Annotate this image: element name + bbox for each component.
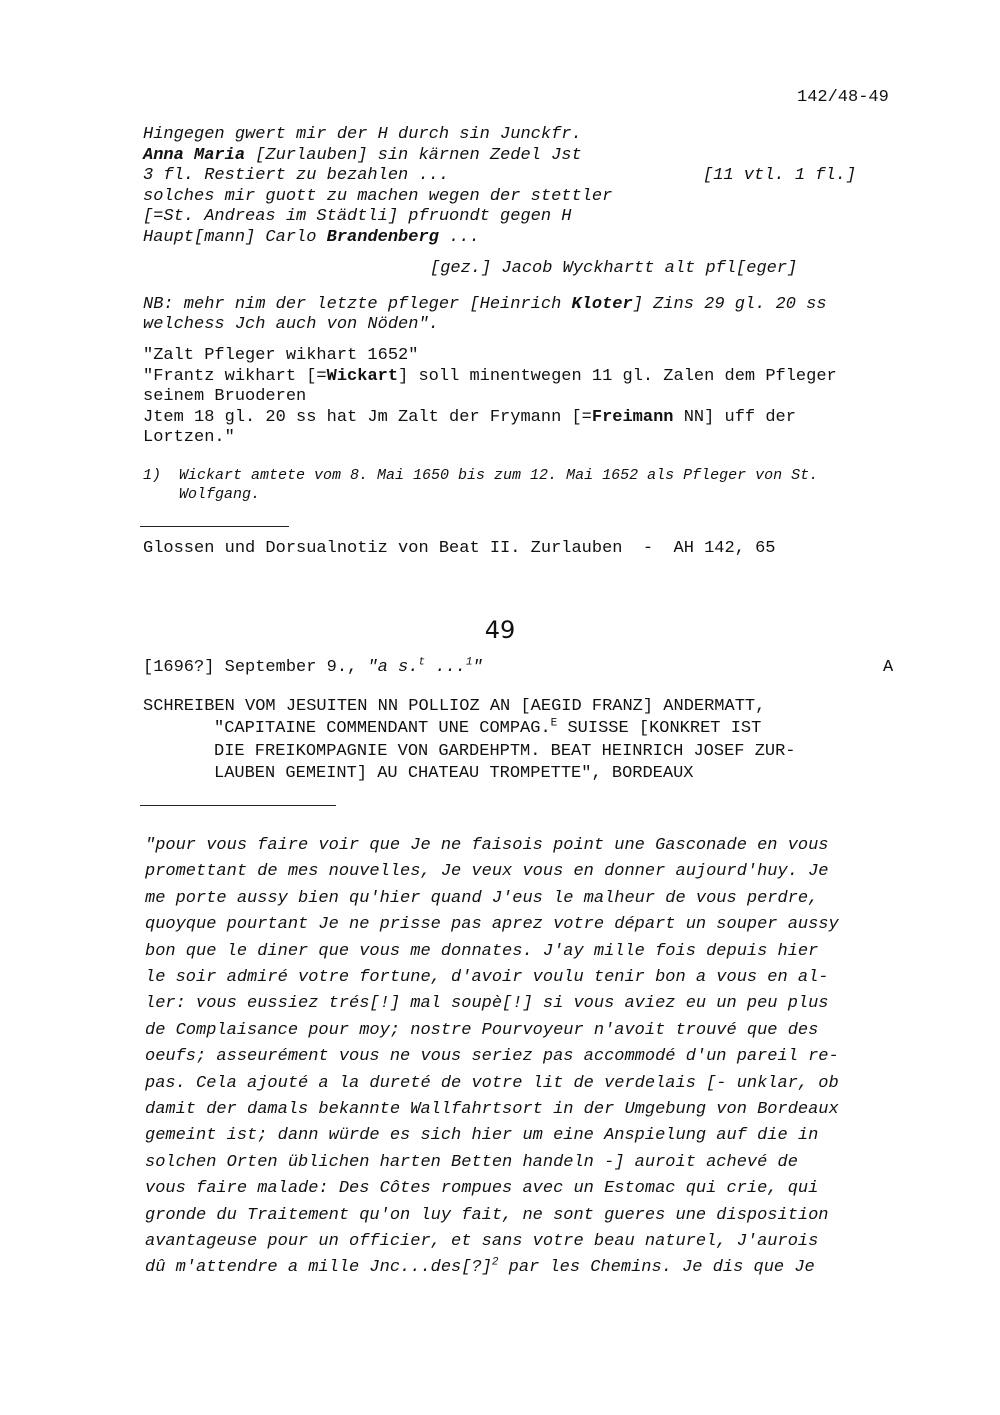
text-fragment: NB: mehr nim der letzte pfleger [Heinrich — [143, 295, 572, 314]
letter-text-line: solchen Orten üblichen harten Betten handeln -] auroit achevé de — [145, 1152, 798, 1172]
text-fragment: ... — [438, 228, 480, 247]
letter-text-line: me porte aussy bien qu'hier quand J'eus le malheur de vous perdre, — [145, 888, 819, 908]
place: "a s. — [367, 658, 419, 677]
footnote-line: Wickart amtete vom 8. Mai 1650 bis zum 12. Mai 1652 als Pfleger von St. — [179, 467, 819, 484]
letter-text-line: promettant de mes nouvelles, Je veux vous en donner aujourd'huy. Je — [145, 862, 829, 882]
nb-line: welchess Jch auch von Nöden". — [143, 315, 439, 334]
text-fragment: par les Chemins. Je dis que Je — [498, 1258, 815, 1278]
letter-text-line: pas. Cela ajouté a la dureté de votre lit de verdelais [- unklar, ob — [145, 1073, 839, 1093]
footnote-ref: 2 — [491, 1256, 499, 1269]
letter-text-line: bon que le diner que vous me donnates. J'ay mille fois depuis hier — [145, 941, 819, 961]
letter-text-line: avantageuse pour un officier, et sans votre beau naturel, J'aurois — [145, 1232, 819, 1251]
text-fragment: Haupt[mann] Carlo — [143, 228, 327, 247]
letter-text-line: quoyque pourtant Je ne prisse pas aprez votre départ un souper aussy — [145, 915, 839, 935]
person-name: Wickart — [326, 367, 399, 386]
entry-number: 49 — [484, 616, 516, 644]
text-fragment: NN] uff der — [673, 408, 796, 427]
text-line: solches mir guott zu machen wegen der stettler — [143, 187, 613, 206]
heading-line — [214, 719, 761, 739]
person-name: Freimann — [591, 408, 674, 427]
divider — [140, 526, 289, 527]
letter-text-line — [145, 1255, 815, 1281]
quote-line — [143, 367, 837, 387]
letter-text-line: oeufs; asseurément vous ne vous seriez pas accommodé d'un pareil re- — [145, 1047, 839, 1067]
text-line: 3 fl. Restiert zu bezahlen ... — [143, 166, 450, 185]
quote-line: seinem Bruoderen — [143, 387, 307, 406]
footnote-marker: 1) — [143, 467, 162, 484]
text-fragment: [Zurlauben] sin kärnen Zedel Jst — [245, 146, 582, 165]
letter-text-line: gronde du Traitement qu'on luy fait, ne sont gueres une disposition — [145, 1205, 829, 1225]
place: ... — [425, 658, 466, 677]
text-line — [143, 228, 480, 248]
text-fragment: dû m'attendre a mille Jnc...des[?] — [145, 1258, 492, 1278]
text-line: Hingegen gwert mir der H durch sin Junckfr. — [143, 125, 582, 144]
quote-line — [143, 408, 796, 428]
margin-note: [11 vtl. 1 fl.] — [703, 166, 857, 185]
divider — [140, 805, 336, 806]
text-fragment: "CAPITAINE COMMENDANT UNE COMPAG. — [214, 719, 551, 738]
document-type-letter: A — [883, 658, 894, 677]
page-reference: 142/48-49 — [797, 88, 889, 107]
heading-line: SCHREIBEN VOM JESUITEN NN POLLIOZ AN [AEGID FRANZ] ANDERMATT, — [143, 697, 766, 716]
person-name: Anna Maria — [143, 146, 246, 165]
footnote-ref: 1 — [465, 656, 473, 669]
text-fragment: "Frantz wikhart [= — [143, 367, 327, 386]
superscript: t — [418, 656, 426, 669]
text-fragment: Jtem 18 gl. 20 ss hat Jm Zalt der Frymann [= — [143, 408, 592, 427]
quote-line: "Zalt Pfleger wikhart 1652" — [143, 346, 419, 365]
signature: [gez.] Jacob Wyckhartt alt pfl[eger] — [430, 259, 798, 278]
person-name: Brandenberg — [326, 228, 439, 247]
text-line: [=St. Andreas im Städtli] pfruondt gegen H — [143, 207, 572, 226]
superscript: E — [550, 717, 558, 730]
text-fragment: SUISSE [KONKRET IST — [557, 719, 762, 738]
footnote-line: Wolfgang. — [179, 486, 261, 503]
letter-text-line: de Complaisance pour moy; nostre Pourvoyeur n'avoit trouvé que des — [145, 1020, 819, 1040]
text-line — [143, 146, 582, 166]
gloss-note: Glossen und Dorsualnotiz von Beat II. Zurlauben - AH 142, 65 — [143, 539, 776, 558]
quote-line: Lortzen." — [143, 428, 235, 447]
heading-line: LAUBEN GEMEINT] AU CHATEAU TROMPETTE", BORDEAUX — [214, 764, 694, 783]
place: " — [472, 658, 483, 677]
entry-date-line — [143, 658, 483, 678]
text-fragment: ] Zins 29 gl. 20 ss — [632, 295, 827, 314]
person-name: Kloter — [571, 295, 633, 314]
entry-date: [1696?] September 9., — [143, 658, 368, 677]
nb-line — [143, 295, 827, 315]
letter-text-line: ler: vous eussiez trés[!] mal soupè[!] si vous aviez eu un peu plus — [145, 994, 829, 1014]
letter-text-line: le soir admiré votre fortune, d'avoir voulu tenir bon a vous en al- — [145, 968, 829, 987]
heading-line: DIE FREIKOMPAGNIE VON GARDEHPTM. BEAT HEINRICH JOSEF ZUR- — [214, 742, 796, 761]
letter-text-line: "pour vous faire voir que Je ne faisois point une Gasconade en vous — [145, 836, 829, 855]
letter-text-line: damit der damals bekannte Wallfahrtsort in der Umgebung von Bordeaux — [145, 1100, 839, 1119]
letter-text-line: gemeint ist; dann würde es sich hier um eine Anspielung auf die in — [145, 1126, 819, 1146]
letter-text-line: vous faire malade: Des Côtes rompues avec un Estomac qui crie, qui — [145, 1179, 819, 1199]
text-fragment: ] soll minentwegen 11 gl. Zalen dem Pfleger — [398, 367, 837, 386]
